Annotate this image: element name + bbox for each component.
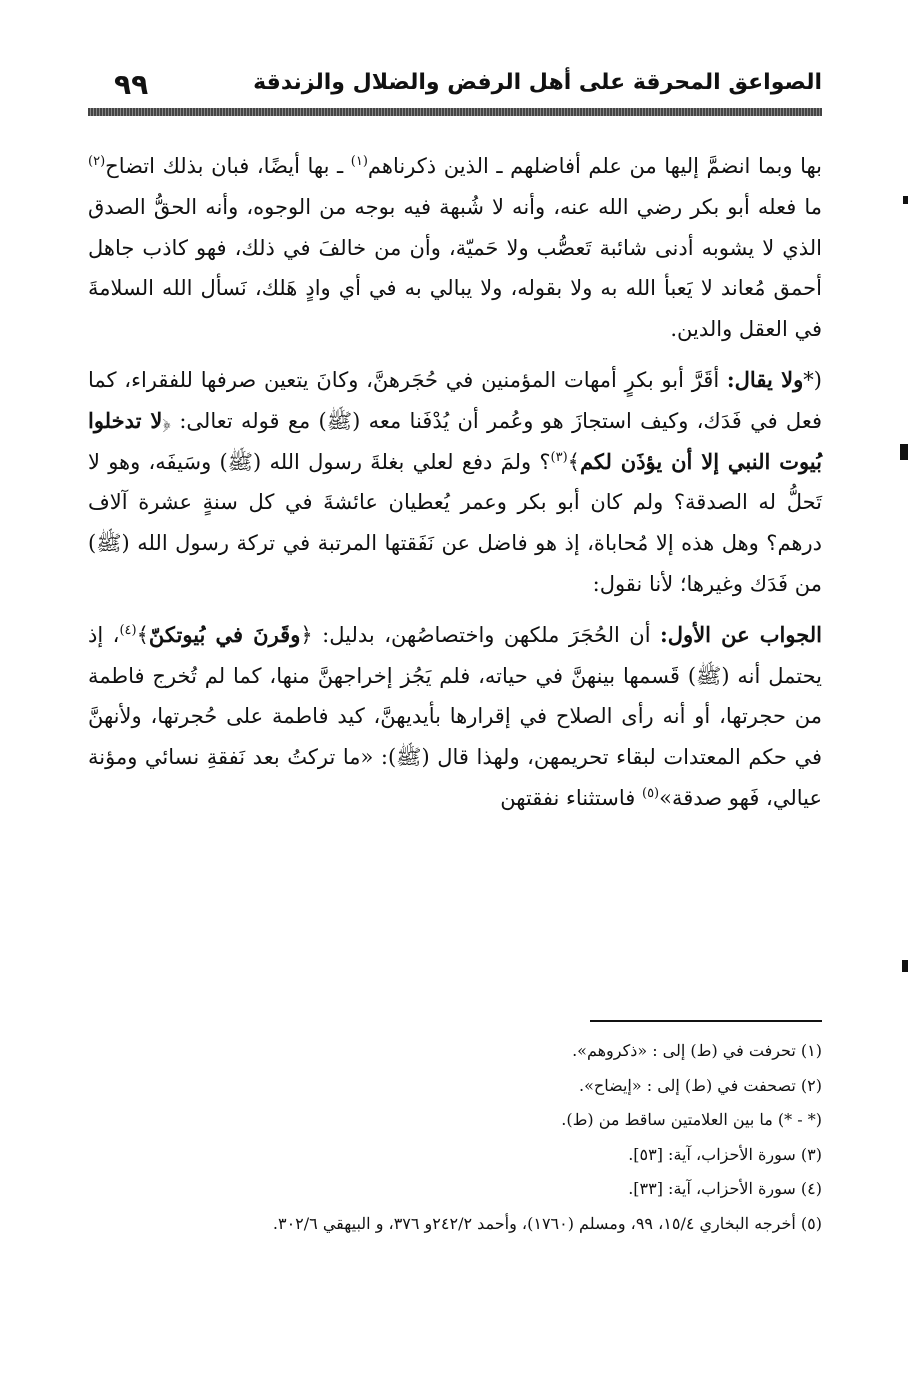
- footnote-ref-3: (٣): [550, 449, 568, 465]
- page-number: ٩٩: [114, 68, 149, 101]
- footnote-3: (٣) سورة الأحزاب، آية: [٥٣].: [628, 1144, 822, 1164]
- objection-lead: ولا يقال:: [726, 366, 804, 392]
- footnote-2: (٢) تصحفت في (ط) إلى : «إيضاح».: [578, 1075, 822, 1095]
- paragraph-2: (*ولا يقال: أقَرَّ أبو بكرٍ أمهات المؤمنين في حُجَرهنَّ، وكانَ يتعين صرفها للفقراء، كما فعل في فَدَك، وكيف استجازَ هو وعُمر أن يُدْفَنا معه (ﷺ) مع قوله تعالى: ﴿لا تدخلوا بُيوت النبي إلا أن يؤذَن لكم﴾$^{(٣)}$؟ ولمَ دفع لعلي بغلةَ رسول الله (ﷺ) وسَيفَه، وهو لا تَحلُّ له الصدقة؟ ولم كان أبو بكر وعمر يُعطيان عائشةَ في كل سنةٍ عشرة آلاف درهم؟ وهل هذه إلا مُحاباة، إذ هو فاضل عن نَفَقتها المرتبة في تركة رسول الله (ﷺ) من فَدَك وغيرها؛ لأنا نقول:: [88, 366, 822, 596]
- footnote-1: (١) تحرفت في (ط) إلى : «ذكروهم».: [572, 1041, 822, 1060]
- paragraph-1: بها وبما انضمَّ إليها من علم أفاضلهم ـ الذين ذكرناهم$^{(١)}$ ـ بها أيضًا، فبان بذلك اتضاح$^{(٢)}$ ما فعله أبو بكر رضي الله عنه، وأنه لا شُبهة فيه بوجه من الوجوه، وأنه الحقُّ الصدق الذي لا يشوبه أدنى شائبة تَعصُّب ولا حَميّة، وأن من خالفَ في ذلك، فهو كاذب جاهل أحمق مُعاند لا يَعبأ الله به ولا بقوله، ولا يبالي به في أي وادٍ هَلك، نَسأل الله السلامةَ في العقل والدين.: [88, 154, 822, 342]
- running-title: الصواعق المحرقة على أهل الرفض والضلال والزندقة: [253, 70, 822, 95]
- footnote-ref-5: (٥): [641, 785, 660, 801]
- footnote-ref-2: (٢): [88, 154, 106, 169]
- footnote-ref-1: (١): [350, 154, 368, 169]
- footnote-separator: [590, 1020, 822, 1022]
- header-rule: [88, 108, 822, 116]
- quran-quote-1: لا تدخلوا بُيوت النبي إلا أن يؤذَن لكم: [88, 407, 822, 474]
- paragraph-3: الجواب عن الأول: أن الحُجَرَ ملكهن واختصاصُهن، بدليل: ﴿وقَرنَ في بُيوتكنّ﴾$^{(٤)}$، إذ يحتمل أنه (ﷺ) قَسمها بينهنَّ في حياته، فلم يَجُز إخراجهنَّ منها، كما لم تُخرج فاطمة من حجرتها، أو أنه رأى الصلاح في إقرارها بأيديهنَّ، كيد فاطمة على حُجرتها، ولأنهنَّ في حكم المعتدات لبقاء تحريمهن، ولهذا قال (ﷺ): «ما تركتُ بعد نَفقةِ نسائي ومؤنة عيالي، فَهو صدقة»$^{(٥)}$ فاستثناء نفقتهن: [88, 621, 823, 810]
- footnote-star: (* - *) ما بين العلامتين ساقط من (ط).: [561, 1110, 822, 1129]
- footnotes: [88, 1034, 822, 1241]
- footnote-ref-4: (٤): [119, 622, 137, 638]
- main-text: [88, 146, 822, 819]
- footnote-5: (٥) أخرجه البخاري ١٥/٤، ٩٩، ومسلم (١٧٦٠)، وأحمد ٢٤٢/٢و ٣٧٦، و البيهقي ٣٠٢/٦.: [272, 1213, 822, 1233]
- answer-lead: الجواب عن الأول:: [660, 621, 823, 647]
- footnote-4: (٤) سورة الأحزاب، آية: [٣٣].: [628, 1179, 822, 1198]
- page-header: [88, 66, 822, 106]
- margin-mark: [903, 196, 908, 204]
- margin-mark: [902, 960, 908, 972]
- quran-quote-2: وقَرنَ في بُيوتكنّ: [148, 621, 301, 647]
- margin-mark: [900, 444, 908, 460]
